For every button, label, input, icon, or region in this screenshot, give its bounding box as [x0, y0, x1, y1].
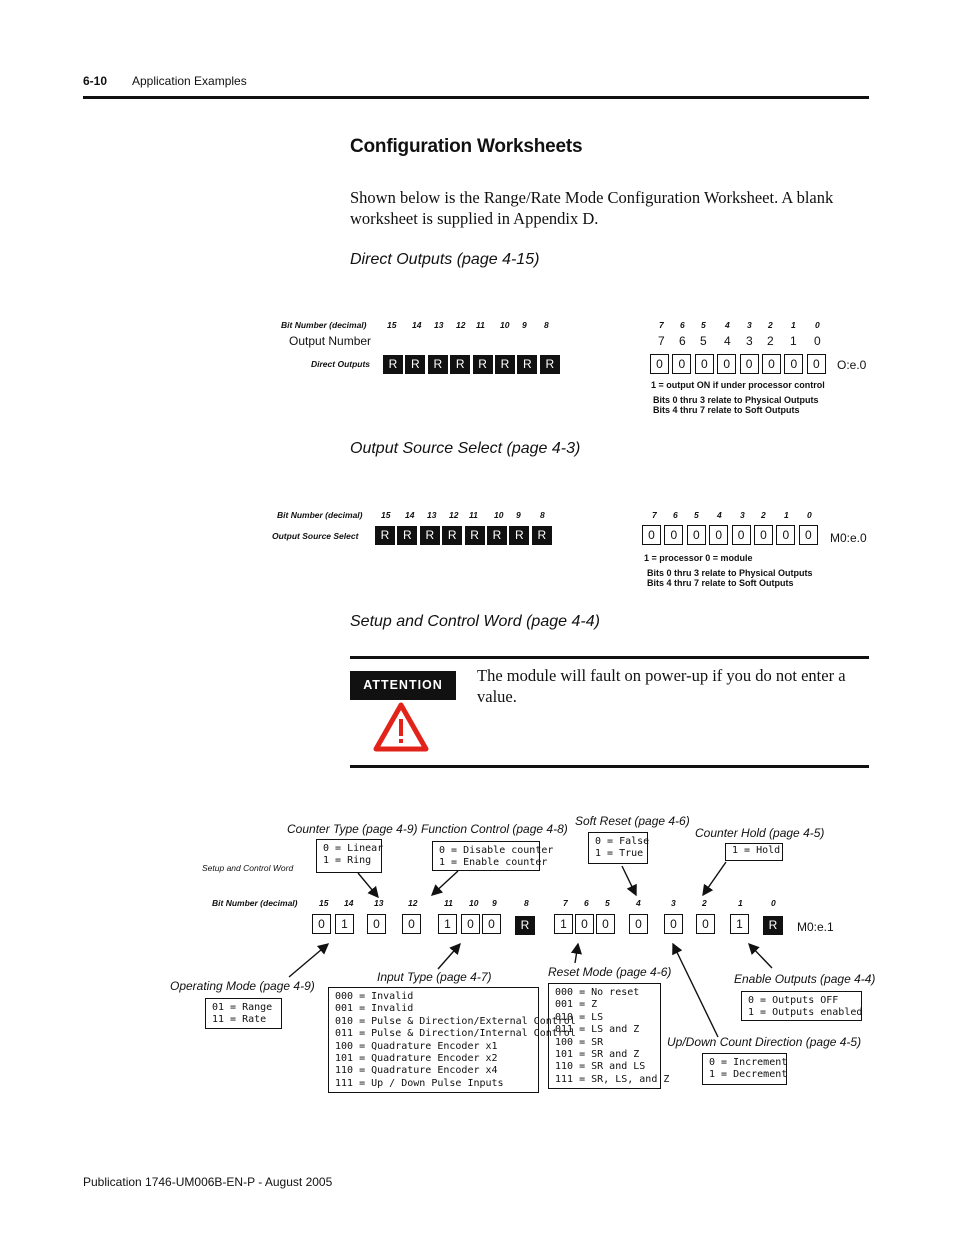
setup-bit-label: 10 — [469, 898, 479, 908]
do-high-bit-label: 11 — [476, 320, 485, 330]
do-value-bit: 0 — [762, 354, 781, 374]
os-value-bit: 0 — [799, 525, 818, 545]
setup-value-bit: 0 — [664, 914, 683, 934]
do-reserved-bit: R — [517, 355, 537, 374]
do-output-number: 2 — [767, 334, 774, 348]
do-high-bit-label: 15 — [387, 320, 397, 330]
reset-mode-label: Reset Mode (page 4-6) — [548, 965, 672, 979]
os-reserved-bit: R — [509, 526, 529, 545]
do-output-number-label: Output Number — [289, 334, 372, 348]
os-low-bit-label: 3 — [740, 510, 745, 520]
do-value-bit: 0 — [784, 354, 803, 374]
do-output-number: 7 — [658, 334, 665, 348]
os-low-bit-label: 2 — [761, 510, 766, 520]
do-low-bit-label: 3 — [747, 320, 752, 330]
os-high-bit-label: 15 — [381, 510, 391, 520]
setup-value-bit: 1 — [438, 914, 457, 934]
up-down-label: Up/Down Count Direction (page 4-5) — [667, 1035, 862, 1049]
os-address: M0:e.0 — [830, 531, 867, 545]
os-reserved-bit: R — [532, 526, 552, 545]
setup-bit-label: 15 — [319, 898, 329, 908]
intro-paragraph: Shown below is the Range/Rate Mode Configuration Worksheet. A blank worksheet is supplied in Appendix D. — [350, 188, 834, 228]
input-type-arrow — [438, 944, 460, 969]
do-high-bit-label: 8 — [544, 320, 549, 330]
os-low-bit-label: 0 — [807, 510, 812, 520]
setup-value-bit: 0 — [461, 914, 480, 934]
setup-value-bit: 0 — [629, 914, 648, 934]
input-type-legend: 000 = Invalid 001 = Invalid 010 = Pulse & Direction/External Control 011 = Pulse & Direction/Internal Control 100 = Quadrature Encoder x1 101 = Quadrature Encoder x2 110 = Quadrature Encoder x4 111 = Up / Down Pulse Inputs — [328, 987, 539, 1093]
do-low-bit-label: 0 — [815, 320, 820, 330]
os-value-bit: 0 — [732, 525, 751, 545]
do-low-bit-label: 2 — [768, 320, 773, 330]
do-reserved-bit: R — [473, 355, 493, 374]
soft-reset-arrow — [622, 866, 636, 895]
os-low-bit-label: 1 — [784, 510, 789, 520]
input-type-label: Input Type (page 4-7) — [377, 970, 492, 984]
os-reserved-bit: R — [375, 526, 395, 545]
do-row-label: Direct Outputs — [311, 359, 371, 369]
os-note-1: 1 = processor 0 = module — [644, 553, 753, 563]
setup-reserved-bit: R — [515, 916, 535, 935]
do-value-bit: 0 — [650, 354, 669, 374]
do-output-number: 0 — [814, 334, 821, 348]
setup-value-bit: 0 — [575, 914, 594, 934]
setup-bit-label: 8 — [524, 898, 529, 908]
do-high-bit-label: 14 — [412, 320, 422, 330]
setup-bit-label: 13 — [374, 898, 384, 908]
os-low-bit-label: 4 — [717, 510, 722, 520]
counter-type-arrow — [358, 873, 378, 897]
setup-bit-label: 6 — [584, 898, 589, 908]
attention-text: The module will fault on power-up if you do not enter a value. — [477, 666, 846, 706]
reset-mode-legend: 000 = No reset 001 = Z 010 = LS 011 = LS and Z 100 = SR 101 = SR and Z 110 = SR and LS 111 = SR, LS, and Z — [548, 983, 661, 1089]
do-reserved-bit: R — [450, 355, 470, 374]
function-control-label: Function Control (page 4-8) — [421, 822, 568, 836]
os-note-2: Bits 0 thru 3 relate to Physical Outputs — [647, 568, 813, 578]
os-reserved-bit: R — [487, 526, 507, 545]
do-low-bit-label: 7 — [659, 320, 664, 330]
setup-value-bit: 1 — [335, 914, 354, 934]
setup-bit-label: 1 — [738, 898, 743, 908]
do-bit-number-label: Bit Number (decimal) — [281, 320, 367, 330]
setup-bit-label: 12 — [408, 898, 418, 908]
page-number: 6-10 — [83, 74, 108, 88]
os-reserved-bit: R — [465, 526, 485, 545]
setup-bit-label: 0 — [771, 898, 776, 908]
do-value-bit: 0 — [672, 354, 691, 374]
os-high-bit-label: 9 — [516, 510, 521, 520]
do-reserved-bit: R — [383, 355, 403, 374]
counter-type-label: Counter Type (page 4-9) — [287, 822, 418, 836]
os-reserved-bit: R — [420, 526, 440, 545]
do-address: O:e.0 — [837, 358, 867, 372]
soft-reset-label: Soft Reset (page 4-6) — [575, 814, 690, 828]
setup-value-bit: 0 — [696, 914, 715, 934]
counter-hold-arrow — [703, 862, 726, 895]
os-value-bit: 0 — [642, 525, 661, 545]
os-low-bit-label: 5 — [694, 510, 699, 520]
os-high-bit-label: 8 — [540, 510, 545, 520]
os-value-bit: 0 — [664, 525, 683, 545]
do-high-bit-label: 12 — [456, 320, 466, 330]
os-high-bit-label: 10 — [494, 510, 504, 520]
soft-reset-legend: 0 = False 1 = True — [588, 832, 648, 864]
counter-hold-legend: 1 = Hold — [725, 843, 783, 861]
setup-value-bit: 0 — [367, 914, 386, 934]
do-low-bit-label: 6 — [680, 320, 685, 330]
setup-row-label: Setup and Control Word — [202, 863, 294, 873]
do-high-bit-label: 9 — [522, 320, 527, 330]
os-bit-number-label: Bit Number (decimal) — [277, 510, 363, 520]
do-output-number: 6 — [679, 334, 686, 348]
setup-bit-label: 14 — [344, 898, 354, 908]
function-control-arrow — [432, 871, 458, 895]
setup-reserved-bit: R — [763, 916, 783, 935]
do-output-number: 3 — [746, 334, 753, 348]
output-source-heading: Output Source Select (page 4-3) — [350, 440, 581, 457]
operating-mode-legend: 01 = Range 11 = Rate — [205, 998, 282, 1029]
do-reserved-bit: R — [405, 355, 425, 374]
setup-bit-label: 2 — [702, 898, 707, 908]
do-output-number: 5 — [700, 334, 707, 348]
do-high-bit-label: 13 — [434, 320, 444, 330]
do-low-bit-label: 1 — [791, 320, 796, 330]
setup-value-bit: 1 — [554, 914, 573, 934]
do-note-3: Bits 4 thru 7 relate to Soft Outputs — [653, 405, 800, 415]
do-value-bit: 0 — [740, 354, 759, 374]
setup-value-bit: 0 — [402, 914, 421, 934]
setup-address: M0:e.1 — [797, 920, 834, 934]
setup-heading: Setup and Control Word (page 4-4) — [350, 613, 600, 630]
do-low-bit-label: 4 — [725, 320, 730, 330]
setup-value-bit: 0 — [312, 914, 331, 934]
setup-value-bit: 0 — [482, 914, 501, 934]
os-low-bit-label: 7 — [652, 510, 657, 520]
attention-label: ATTENTION — [350, 671, 456, 700]
do-note-2: Bits 0 thru 3 relate to Physical Outputs — [653, 395, 819, 405]
setup-bit-label: 3 — [671, 898, 676, 908]
direct-outputs-heading: Direct Outputs (page 4-15) — [350, 251, 540, 268]
do-high-bit-label: 10 — [500, 320, 510, 330]
do-value-bit: 0 — [717, 354, 736, 374]
do-note-1: 1 = output ON if under processor control — [651, 380, 825, 390]
setup-value-bit: 1 — [730, 914, 749, 934]
footer-publication: Publication 1746-UM006B-EN-P - August 2005 — [83, 1175, 333, 1189]
os-high-bit-label: 13 — [427, 510, 437, 520]
setup-bit-label: 11 — [444, 898, 453, 908]
do-value-bit: 0 — [807, 354, 826, 374]
setup-value-bit: 0 — [596, 914, 615, 934]
os-value-bit: 0 — [776, 525, 795, 545]
os-row-label: Output Source Select — [272, 531, 359, 541]
do-value-bit: 0 — [695, 354, 714, 374]
setup-bit-label: 7 — [563, 898, 568, 908]
enable-outputs-label: Enable Outputs (page 4-4) — [734, 972, 876, 986]
function-control-legend: 0 = Disable counter 1 = Enable counter — [432, 841, 540, 871]
os-high-bit-label: 11 — [469, 510, 478, 520]
do-reserved-bit: R — [428, 355, 448, 374]
os-value-bit: 0 — [687, 525, 706, 545]
enable-outputs-arrow — [749, 944, 772, 968]
setup-bit-label: 5 — [605, 898, 610, 908]
os-value-bit: 0 — [754, 525, 773, 545]
os-reserved-bit: R — [442, 526, 462, 545]
do-low-bit-label: 5 — [701, 320, 706, 330]
enable-outputs-legend: 0 = Outputs OFF 1 = Outputs enabled — [741, 991, 862, 1021]
counter-type-legend: 0 = Linear 1 = Ring — [316, 839, 382, 873]
os-high-bit-label: 14 — [405, 510, 415, 520]
operating-mode-arrow — [289, 944, 328, 977]
counter-hold-label: Counter Hold (page 4-5) — [695, 826, 825, 840]
reset-mode-arrow — [575, 944, 578, 963]
do-reserved-bit: R — [540, 355, 560, 374]
do-output-number: 4 — [724, 334, 731, 348]
up-down-legend: 0 = Increment 1 = Decrement — [702, 1053, 787, 1085]
os-value-bit: 0 — [709, 525, 728, 545]
os-low-bit-label: 6 — [673, 510, 678, 520]
do-output-number: 1 — [790, 334, 797, 348]
os-high-bit-label: 12 — [449, 510, 459, 520]
setup-bit-label: 9 — [492, 898, 497, 908]
section-name: Application Examples — [132, 74, 247, 88]
os-reserved-bit: R — [397, 526, 417, 545]
up-down-arrow — [673, 944, 718, 1037]
setup-bit-label: 4 — [636, 898, 641, 908]
page-title: Configuration Worksheets — [350, 136, 583, 157]
operating-mode-label: Operating Mode (page 4-9) — [170, 979, 315, 993]
do-reserved-bit: R — [495, 355, 515, 374]
setup-bit-number-label: Bit Number (decimal) — [212, 898, 298, 908]
os-note-3: Bits 4 thru 7 relate to Soft Outputs — [647, 578, 794, 588]
